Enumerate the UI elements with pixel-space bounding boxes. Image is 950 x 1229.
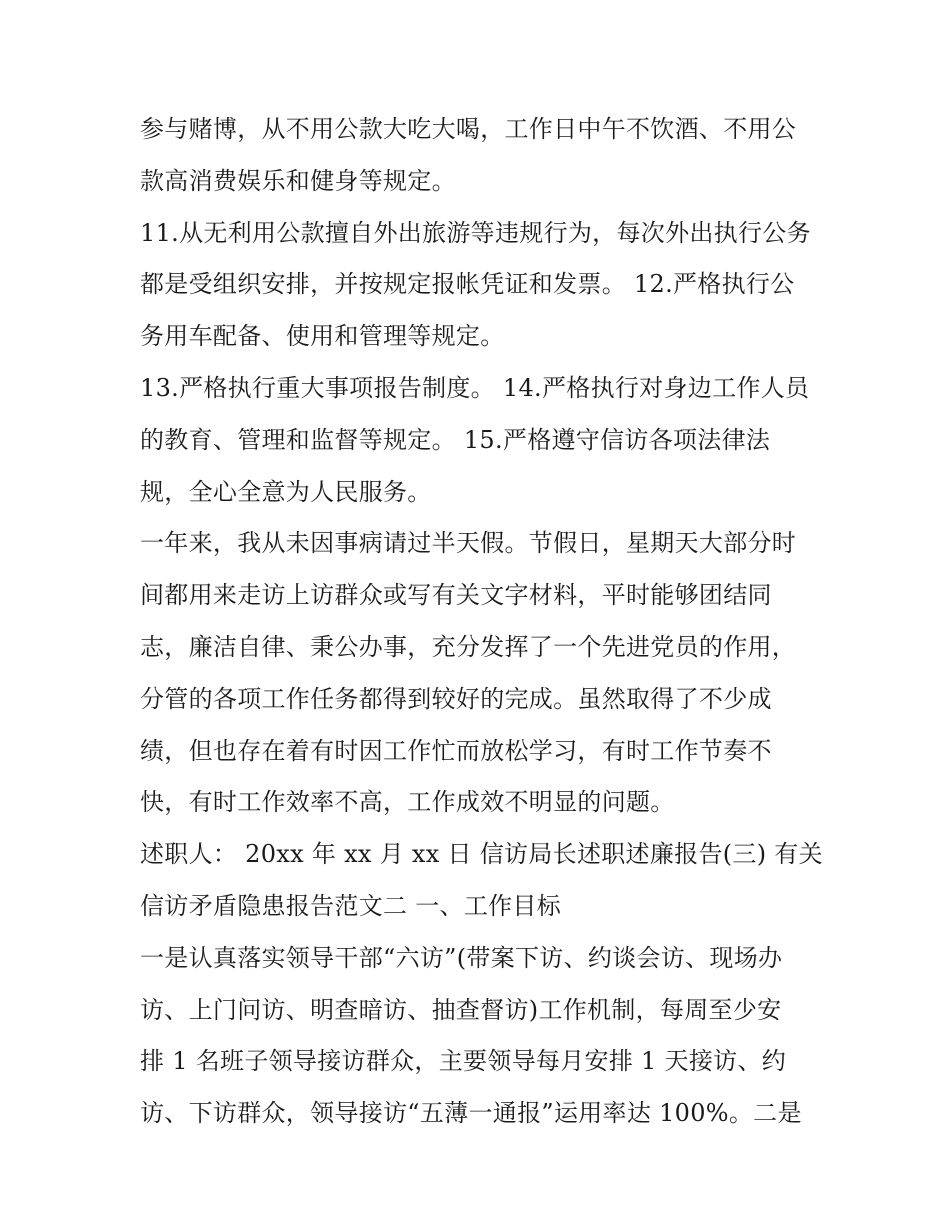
text-line: 分管的各项工作任务都得到较好的完成。虽然取得了不少成 bbox=[140, 684, 772, 713]
text-line: 一年来，我从未因事病请过半天假。节假日，星期天大部分时 bbox=[140, 529, 797, 558]
document-body bbox=[140, 104, 823, 1140]
text-line: 一是认真落实领导干部“六访”(带案下访、约谈会访、现场办 bbox=[140, 943, 783, 972]
text-line: 13.严格执行重大事项报告制度。 14.严格执行对身边工作人员 bbox=[140, 373, 810, 402]
text-line: 访、下访群众，领导接访“五薄一通报”运用率达 100%。二是 bbox=[140, 1099, 802, 1128]
text-line: 信访矛盾隐患报告范文二 一、工作目标 bbox=[140, 891, 562, 920]
text-line: 的教育、管理和监督等规定。 15.严格遵守信访各项法律法 bbox=[140, 425, 771, 454]
text-line: 快，有时工作效率不高，工作成效不明显的问题。 bbox=[140, 788, 675, 817]
text-line: 访、上门问访、明查暗访、抽查督访)工作机制，每周至少安 bbox=[140, 995, 782, 1024]
text-line: 排 1 名班子领导接访群众，主要领导每月安排 1 天接访、约 bbox=[140, 1047, 787, 1076]
text-line: 都是受组织安排，并按规定报帐凭证和发票。 12.严格执行公 bbox=[140, 270, 795, 299]
text-line: 参与赌博，从不用公款大吃大喝，工作日中午不饮酒、不用公 bbox=[140, 115, 797, 143]
text-line: 志，廉洁自律、秉公办事，充分发挥了一个先进党员的作用， bbox=[140, 632, 797, 661]
text-line: 间都用来走访上访群众或写有关文字材料，平时能够团结同 bbox=[140, 581, 772, 610]
text-line: 述职人： 20xx 年 xx 月 xx 日 信访局长述职述廉报告(三) 有关 bbox=[140, 840, 823, 869]
text-line: 规，全心全意为人民服务。 bbox=[140, 477, 432, 506]
text-line: 11.从无利用公款擅自外出旅游等违规行为，每次外出执行公务 bbox=[140, 218, 811, 247]
text-line: 绩，但也存在着有时因工作忙而放松学习，有时工作节奏不 bbox=[140, 736, 772, 765]
text-line: 务用车配备、使用和管理等规定。 bbox=[140, 322, 505, 351]
text-line: 款高消费娱乐和健身等规定。 bbox=[140, 166, 456, 195]
